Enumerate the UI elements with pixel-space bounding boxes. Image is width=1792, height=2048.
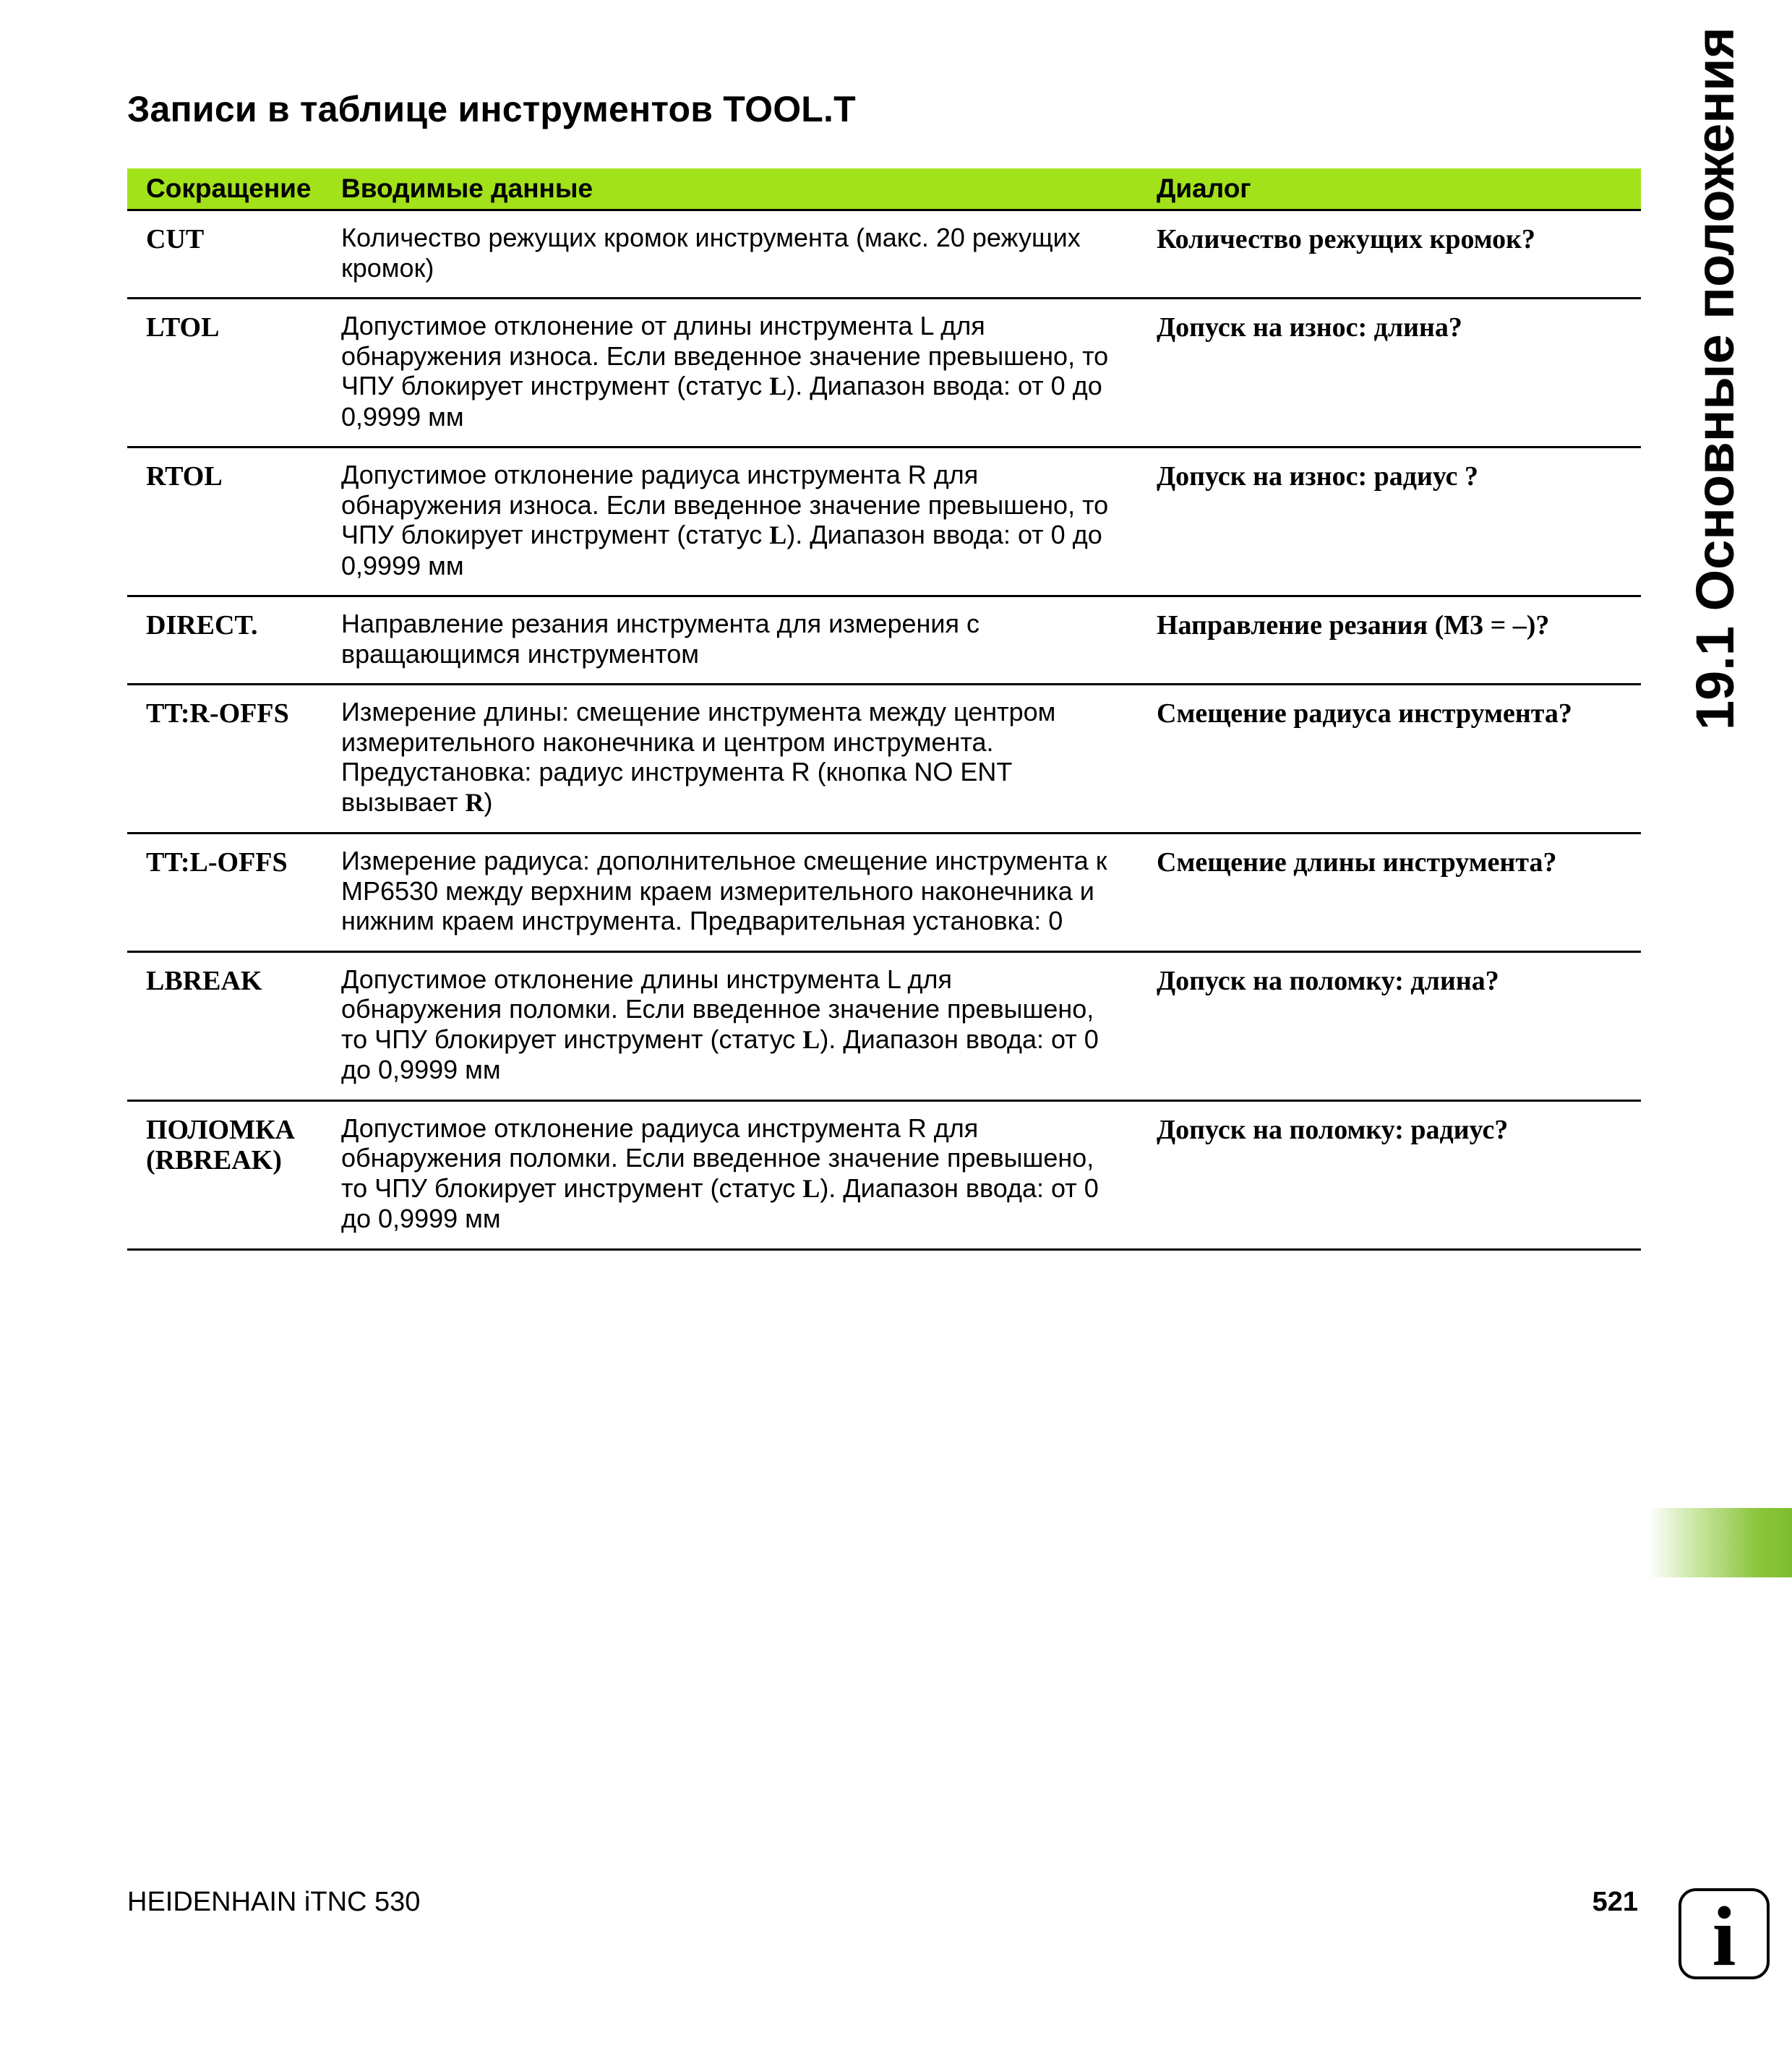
- row-dialog: Направление резания (M3 = –)?: [1157, 610, 1550, 640]
- chapter-tab-marker: [1648, 1508, 1792, 1577]
- row-input-description: Допустимое отклонение от длины инструмента L для обнаружения износа. Если введенное значение превышено, то ЧПУ блокирует инструмент (статус L). Диапазон ввода: от 0 до 0,9999 мм: [341, 311, 1109, 432]
- row-dialog: Допуск на износ: длина?: [1157, 312, 1462, 343]
- page-title: Записи в таблице инструментов TOOL.T: [127, 89, 856, 129]
- table-row: [127, 953, 1641, 1102]
- status-letter: L: [802, 1024, 820, 1054]
- table-row: [127, 685, 1641, 834]
- row-abbreviation: DIRECT.: [146, 610, 258, 640]
- status-letter: L: [802, 1173, 820, 1203]
- side-section-title-text: 19.1 Основные положения: [1685, 27, 1745, 730]
- preset-letter: R: [465, 787, 484, 817]
- header-input-data: Вводимые данные: [341, 173, 593, 203]
- header-dialog: Диалог: [1157, 173, 1251, 203]
- row-abbreviation: CUT: [146, 224, 205, 254]
- row-dialog: Допуск на износ: радиус ?: [1157, 461, 1479, 492]
- info-icon: [1679, 1888, 1770, 1984]
- info-glyph: i: [1712, 1889, 1736, 1984]
- page-number: 521: [1592, 1887, 1638, 1917]
- row-abbreviation: TT:R-OFFS: [146, 698, 289, 729]
- table-row: [127, 597, 1641, 685]
- row-abbreviation: RTOL: [146, 461, 223, 492]
- row-dialog: Допуск на поломку: радиус?: [1157, 1114, 1509, 1145]
- row-abbreviation: TT:L-OFFS: [146, 847, 288, 878]
- row-input-description: Допустимое отклонение радиуса инструмента R для обнаружения поломки. Если введенное значение превышено, то ЧПУ блокирует инструмент (статус L). Диапазон ввода: от 0 до 0,9999 мм: [341, 1113, 1099, 1233]
- row-input-description: Измерение радиуса: дополнительное смещение инструмента к MP6530 между верхним краем измерительного наконечника и нижним краем инструмента. Предварительная установка: 0: [341, 846, 1107, 935]
- status-letter: L: [769, 520, 787, 549]
- row-dialog: Допуск на поломку: длина?: [1157, 965, 1499, 996]
- row-abbreviation: LTOL: [146, 312, 220, 343]
- row-abbreviation: LBREAK: [146, 965, 262, 996]
- row-input-description: Измерение длины: смещение инструмента между центром измерительного наконечника и центром инструмента. Предустановка: радиус инструмента R (кнопка NO ENT вызывает R): [341, 697, 1056, 817]
- table-row: [127, 211, 1641, 299]
- table-header: [127, 168, 1641, 211]
- table-row: [127, 299, 1641, 448]
- row-dialog: Смещение радиуса инструмента?: [1157, 698, 1572, 729]
- row-abbreviation: ПОЛОМКА (RBREAK): [146, 1114, 295, 1175]
- row-input-description: Направление резания инструмента для измерения с вращающимся инструментом: [341, 609, 980, 669]
- status-letter: L: [769, 372, 787, 400]
- header-abbreviation: Сокращение: [146, 173, 312, 203]
- row-dialog: Смещение длины инструмента?: [1157, 847, 1557, 878]
- row-dialog: Количество режущих кромок?: [1157, 224, 1536, 254]
- table-row: [127, 834, 1641, 953]
- row-input-description: Допустимое отклонение длины инструмента L для обнаружения поломки. Если введенное значение превышено, то ЧПУ блокирует инструмент (статус L). Диапазон ввода: от 0 до 0,9999 мм: [341, 964, 1099, 1084]
- row-input-description: Количество режущих кромок инструмента (макс. 20 режущих кромок): [341, 223, 1081, 283]
- table-row: [127, 448, 1641, 597]
- row-input-description: Допустимое отклонение радиуса инструмента R для обнаружения износа. Если введенное значение превышено, то ЧПУ блокирует инструмент (статус L). Диапазон ввода: от 0 до 0,9999 мм: [341, 460, 1109, 580]
- footer-product-name: HEIDENHAIN iTNC 530: [127, 1887, 421, 1917]
- tool-table: [127, 168, 1641, 1251]
- table-row: [127, 1102, 1641, 1251]
